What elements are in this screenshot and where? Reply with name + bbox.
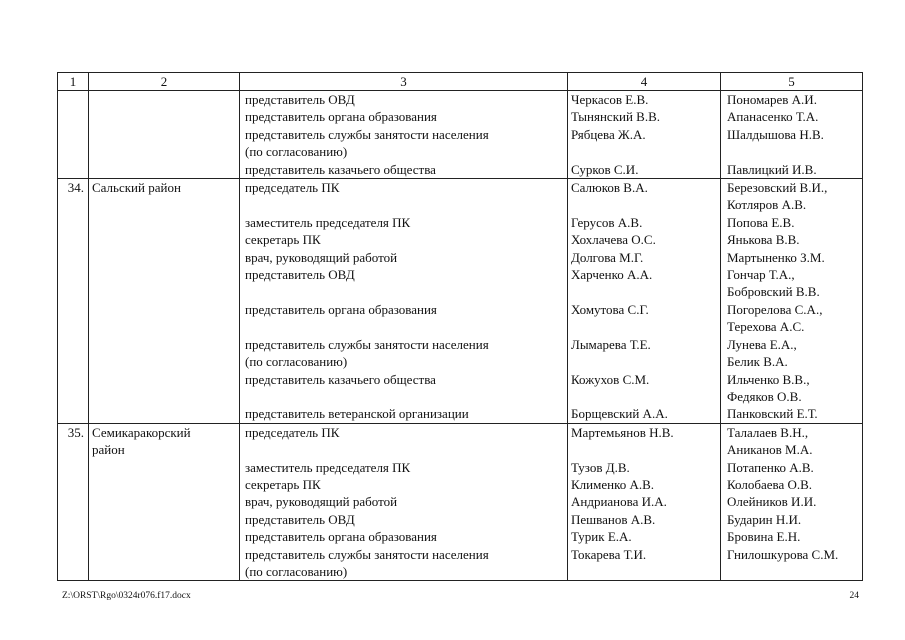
district-name: [89, 143, 240, 160]
table-row: [58, 423, 863, 441]
table-row: [58, 214, 863, 231]
row-number: [58, 388, 89, 405]
district-name: [89, 371, 240, 388]
reserve-member-name: Березовский В.И.,: [721, 179, 863, 197]
member-name: Лымарева Т.Е.: [568, 336, 721, 353]
row-number: [58, 353, 89, 370]
member-role: представитель ОВД: [240, 266, 568, 283]
table-row: [58, 563, 863, 581]
district-name: [89, 108, 240, 125]
member-name: [568, 353, 721, 370]
member-role: представитель службы занятости населения: [240, 336, 568, 353]
reserve-member-name: Бобровский В.В.: [721, 283, 863, 300]
table-row: [58, 196, 863, 213]
table-row: [58, 546, 863, 563]
member-role: представитель ОВД: [240, 91, 568, 109]
table-row: [58, 108, 863, 125]
member-name: Турик Е.А.: [568, 528, 721, 545]
table-row: [58, 249, 863, 266]
district-name: [89, 161, 240, 179]
reserve-member-name: Потапенко А.В.: [721, 459, 863, 476]
district-name: [89, 353, 240, 370]
member-role: врач, руководящий работой: [240, 493, 568, 510]
reserve-member-name: Мартыненко З.М.: [721, 249, 863, 266]
district-name: [89, 528, 240, 545]
row-number: [58, 563, 89, 581]
footer-file-path: Z:\ORST\Rgo\0324r076.f17.docx: [62, 591, 191, 601]
district-name: [89, 511, 240, 528]
member-name: Харченко А.А.: [568, 266, 721, 283]
member-name: [568, 143, 721, 160]
reserve-member-name: Ильченко В.В.,: [721, 371, 863, 388]
table-row: [58, 528, 863, 545]
reserve-member-name: Колобаева О.В.: [721, 476, 863, 493]
row-number: [58, 301, 89, 318]
reserve-member-name: Панковский Е.Т.: [721, 405, 863, 423]
row-number: [58, 249, 89, 266]
row-number: [58, 476, 89, 493]
table-row: [58, 318, 863, 335]
member-name: Герусов А.В.: [568, 214, 721, 231]
row-number: [58, 161, 89, 179]
member-role: представитель службы занятости населения: [240, 546, 568, 563]
district-name: Сальский район: [89, 179, 240, 197]
row-number: [58, 214, 89, 231]
header-col-5: 5: [721, 73, 863, 91]
row-number: [58, 126, 89, 143]
header-col-1: 1: [58, 73, 89, 91]
member-name: Мартемьянов Н.В.: [568, 423, 721, 441]
row-number: [58, 511, 89, 528]
reserve-member-name: Талалаев В.Н.,: [721, 423, 863, 441]
table-row: [58, 476, 863, 493]
reserve-member-name: Федяков О.В.: [721, 388, 863, 405]
table-row: [58, 301, 863, 318]
member-role: (по согласованию): [240, 563, 568, 581]
district-name: [89, 231, 240, 248]
reserve-member-name: Лунева Е.А.,: [721, 336, 863, 353]
reserve-member-name: Котляров А.В.: [721, 196, 863, 213]
row-number: 34.: [58, 179, 89, 197]
member-role: представитель органа образования: [240, 528, 568, 545]
member-role: врач, руководящий работой: [240, 249, 568, 266]
reserve-member-name: Павлицкий И.В.: [721, 161, 863, 179]
member-name: Пешванов А.В.: [568, 511, 721, 528]
table-row: [58, 371, 863, 388]
row-number: [58, 405, 89, 423]
table-row: [58, 143, 863, 160]
row-number: [58, 196, 89, 213]
member-name: [568, 563, 721, 581]
member-name: Салюков В.А.: [568, 179, 721, 197]
district-name: Семикаракорский: [89, 423, 240, 441]
table-row: [58, 459, 863, 476]
table-row: [58, 511, 863, 528]
member-role: [240, 441, 568, 458]
reserve-member-name: Погорелова С.А.,: [721, 301, 863, 318]
reserve-member-name: Пономарев А.И.: [721, 91, 863, 109]
table-row: [58, 266, 863, 283]
reserve-member-name: [721, 563, 863, 581]
member-name: [568, 441, 721, 458]
row-number: [58, 231, 89, 248]
reserve-member-name: Белик В.А.: [721, 353, 863, 370]
member-name: Андрианова И.А.: [568, 493, 721, 510]
row-number: [58, 143, 89, 160]
member-role: представитель ветеранской организации: [240, 405, 568, 423]
member-role: председатель ПК: [240, 423, 568, 441]
member-role: заместитель председателя ПК: [240, 459, 568, 476]
district-name: [89, 301, 240, 318]
header-col-2: 2: [89, 73, 240, 91]
member-role: [240, 388, 568, 405]
table-row: [58, 388, 863, 405]
reserve-member-name: Янькова В.В.: [721, 231, 863, 248]
member-name: [568, 318, 721, 335]
member-role: представитель органа образования: [240, 301, 568, 318]
table-row: [58, 91, 863, 109]
table-row: [58, 336, 863, 353]
row-number: [58, 493, 89, 510]
row-number: 35.: [58, 423, 89, 441]
member-name: [568, 388, 721, 405]
district-name: [89, 196, 240, 213]
district-name: [89, 476, 240, 493]
page-number: 24: [849, 591, 859, 601]
table-row: [58, 353, 863, 370]
member-name: Рябцева Ж.А.: [568, 126, 721, 143]
member-name: Сурков С.И.: [568, 161, 721, 179]
district-name: [89, 266, 240, 283]
member-role: представитель ОВД: [240, 511, 568, 528]
table-row: [58, 161, 863, 179]
table-row: [58, 231, 863, 248]
member-role: [240, 318, 568, 335]
table-row: [58, 283, 863, 300]
reserve-member-name: Терехова А.С.: [721, 318, 863, 335]
header-col-3: 3: [240, 73, 568, 91]
reserve-member-name: Попова Е.В.: [721, 214, 863, 231]
member-role: представитель службы занятости населения: [240, 126, 568, 143]
district-name: [89, 336, 240, 353]
district-name: район: [89, 441, 240, 458]
district-name: [89, 318, 240, 335]
reserve-member-name: Бударин Н.И.: [721, 511, 863, 528]
header-row: [58, 73, 863, 91]
member-name: [568, 196, 721, 213]
member-name: Черкасов Е.В.: [568, 91, 721, 109]
member-role: заместитель председателя ПК: [240, 214, 568, 231]
reserve-member-name: Бровина Е.Н.: [721, 528, 863, 545]
reserve-member-name: Апанасенко Т.А.: [721, 108, 863, 125]
district-name: [89, 405, 240, 423]
member-role: представитель казачьего общества: [240, 371, 568, 388]
member-role: председатель ПК: [240, 179, 568, 197]
district-name: [89, 126, 240, 143]
header-col-4: 4: [568, 73, 721, 91]
member-name: Долгова М.Г.: [568, 249, 721, 266]
table-row: [58, 493, 863, 510]
district-name: [89, 283, 240, 300]
reserve-member-name: Олейников И.И.: [721, 493, 863, 510]
member-role: секретарь ПК: [240, 476, 568, 493]
row-number: [58, 546, 89, 563]
member-name: Хомутова С.Г.: [568, 301, 721, 318]
district-name: [89, 388, 240, 405]
district-name: [89, 214, 240, 231]
member-role: представитель казачьего общества: [240, 161, 568, 179]
member-name: Клименко А.В.: [568, 476, 721, 493]
district-name: [89, 91, 240, 109]
reserve-member-name: Аниканов М.А.: [721, 441, 863, 458]
table-row: [58, 405, 863, 423]
row-number: [58, 266, 89, 283]
row-number: [58, 459, 89, 476]
reserve-member-name: Гончар Т.А.,: [721, 266, 863, 283]
row-number: [58, 91, 89, 109]
row-number: [58, 371, 89, 388]
district-name: [89, 249, 240, 266]
member-name: Токарева Т.И.: [568, 546, 721, 563]
member-name: Кожухов С.М.: [568, 371, 721, 388]
member-name: Борщевский А.А.: [568, 405, 721, 423]
table-row: [58, 126, 863, 143]
member-role: представитель органа образования: [240, 108, 568, 125]
reserve-member-name: Гнилошкурова С.М.: [721, 546, 863, 563]
row-number: [58, 528, 89, 545]
table-row: [58, 441, 863, 458]
row-number: [58, 318, 89, 335]
member-role: [240, 196, 568, 213]
row-number: [58, 283, 89, 300]
member-name: Тузов Д.В.: [568, 459, 721, 476]
reserve-member-name: [721, 143, 863, 160]
district-name: [89, 493, 240, 510]
district-name: [89, 459, 240, 476]
row-number: [58, 441, 89, 458]
member-role: (по согласованию): [240, 353, 568, 370]
commission-table: [57, 72, 863, 581]
reserve-member-name: Шалдышова Н.В.: [721, 126, 863, 143]
district-name: [89, 546, 240, 563]
row-number: [58, 108, 89, 125]
member-name: [568, 283, 721, 300]
table-row: [58, 179, 863, 197]
member-name: Тынянский В.В.: [568, 108, 721, 125]
district-name: [89, 563, 240, 581]
member-role: (по согласованию): [240, 143, 568, 160]
member-name: Хохлачева О.С.: [568, 231, 721, 248]
member-role: секретарь ПК: [240, 231, 568, 248]
member-role: [240, 283, 568, 300]
row-number: [58, 336, 89, 353]
